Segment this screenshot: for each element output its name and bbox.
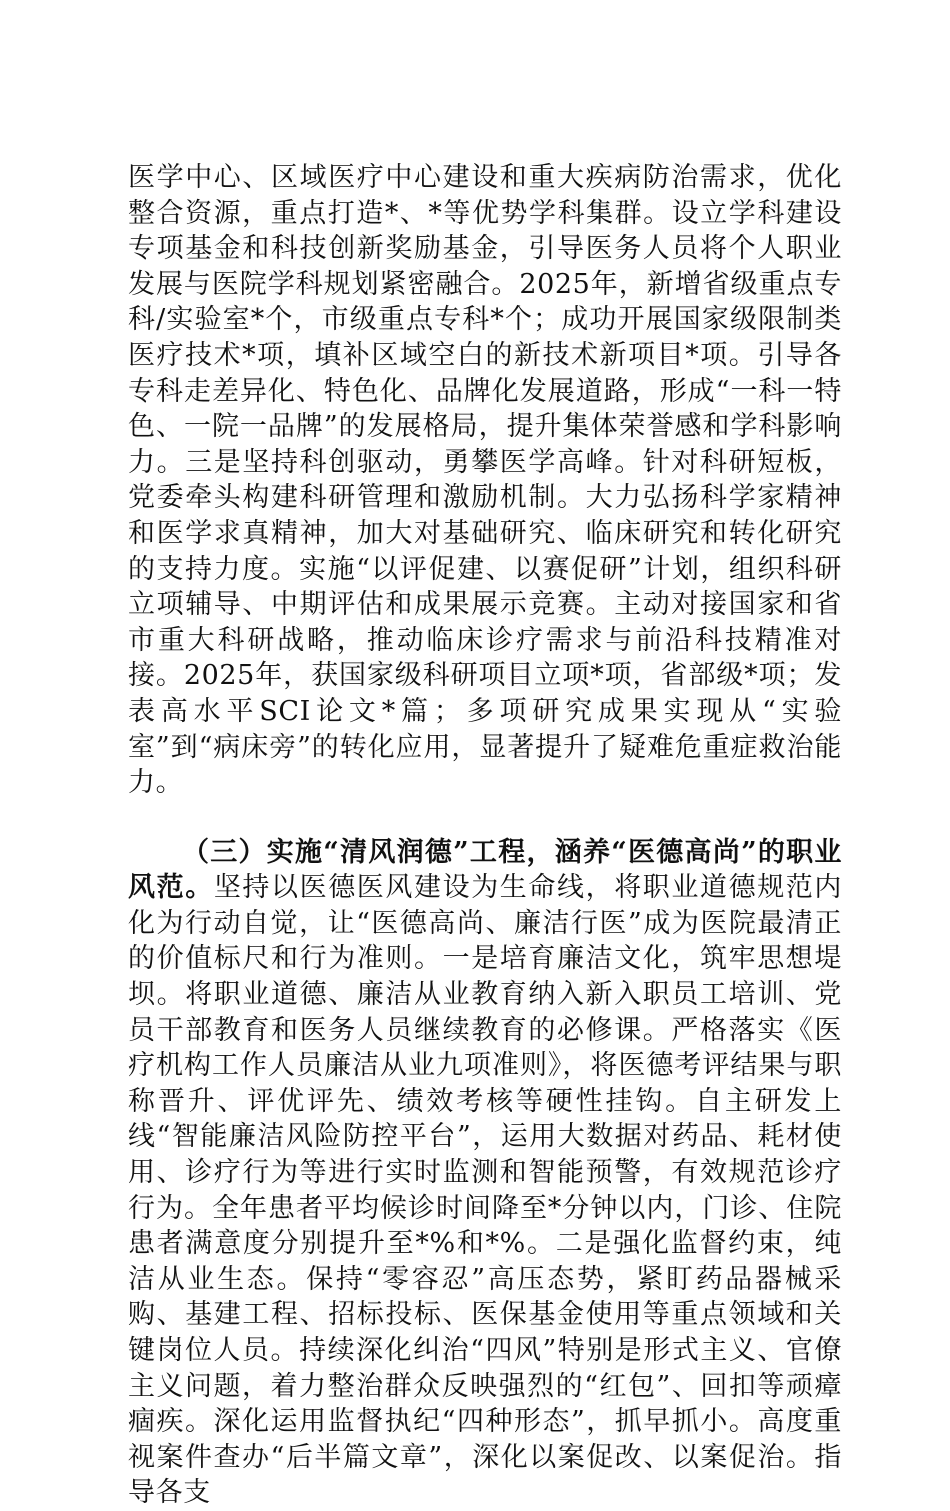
paragraph-2-body: 坚持以医德医风建设为生命线，将职业道德规范内化为行动自觉，让“医德高尚、廉洁行医”成为医院最清正的价值标尺和行为准则。一是培育廉洁文化，筑牢思想堤坝。将职业道德、廉洁从业教育纳入新入职员工培训、党员干部教育和医务人员继续教育的必修课。严格落实《医疗机构工作人员廉洁从业九项准则》，将医德考评结果与职称晋升、评优评先、绩效考核等硬性挂钩。自主研发上线“智能廉洁风险防控平台”，运用大数据对药品、耗材使用、诊疗行为等进行实时监测和智能预警，有效规范诊疗行为。全年患者平均候诊时间降至*分钟以内，门诊、住院患者满意度分别提升至*%和*%。二是强化监督约束，纯洁从业生态。保持“零容忍”高压态势，紧盯药品器械采购、基建工程、招标投标、医保基金使用等重点领域和关键岗位人员。持续深化纠治“四风”特别是形式主义、官僚主义问题，着力整治群众反映强烈的“红包”、回扣等顽瘴痼疾。深化运用监督执纪“四种形态”，抓早抓小。高度重视案件查办“后半篇文章”，深化以案促改、以案促治。指导各支 bbox=[128, 872, 842, 1509]
paragraph-1: 医学中心、区域医疗中心建设和重大疾病防治需求，优化整合资源，重点打造*、*等优势学科集群。设立学科建设专项基金和科技创新奖励基金，引导医务人员将个人职业发展与医院学科规划紧密融合。2025年，新增省级重点专科/实验室*个，市级重点专科*个；成功开展国家级限制类医疗技术*项，填补区域空白的新技术新项目*项。引导各专科走差异化、特色化、品牌化发展道路，形成“一科一特色、一院一品牌”的发展格局，提升集体荣誉感和学科影响力。三是坚持科创驱动，勇攀医学高峰。针对科研短板，党委牵头构建科研管理和激励机制。大力弘扬科学家精神和医学求真精神，加大对基础研究、临床研究和转化研究的支持力度。实施“以评促建、以赛促研”计划，组织科研立项辅导、中期评估和成果展示竞赛。主动对接国家和省市重大科研战略，推动临床诊疗需求与前沿科技精准对接。2025年，获国家级科研项目立项*项，省部级*项；发表高水平SCI论文*篇；多项研究成果实现从“实验室”到“病床旁”的转化应用，显著提升了疑难危重症救治能力。 bbox=[128, 162, 842, 799]
paragraph-2 bbox=[128, 835, 842, 1511]
document-body bbox=[128, 160, 842, 1511]
section-heading: （三）实施“清风润德”工程，涵养“医德高尚”的职业风范。 bbox=[128, 836, 842, 904]
